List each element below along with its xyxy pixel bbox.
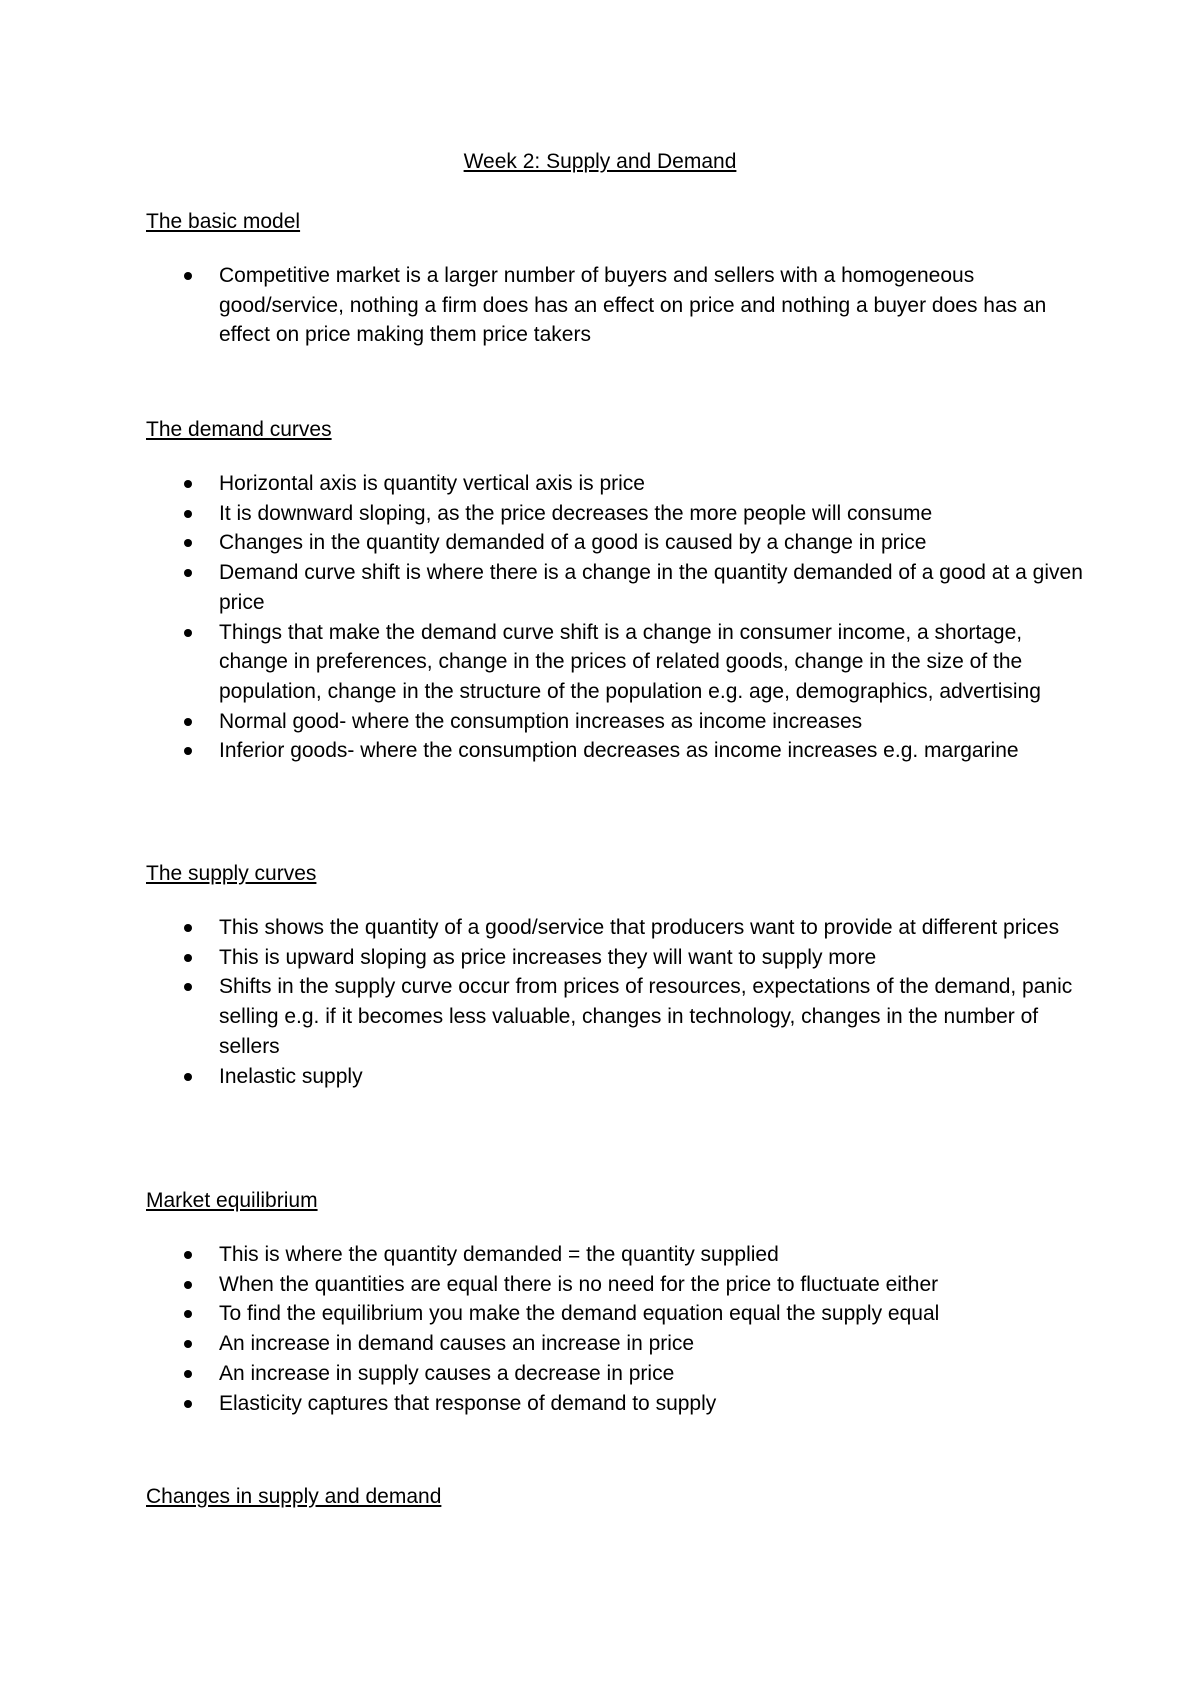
- bullet-icon: [184, 1400, 192, 1408]
- bullet-list: [146, 469, 1086, 766]
- section-heading: The supply curves: [146, 862, 317, 885]
- bullet-icon: [184, 718, 192, 726]
- bullet-text: Horizontal axis is quantity vertical axis is price: [219, 472, 645, 495]
- bullet-icon: [184, 1251, 192, 1259]
- bullet-icon: [184, 510, 192, 518]
- bullet-text: This is where the quantity demanded = the quantity supplied: [219, 1243, 779, 1266]
- page-title: Week 2: Supply and Demand: [463, 150, 737, 173]
- section-changes-supply-demand: [146, 1483, 1086, 1536]
- bullet-text: Things that make the demand curve shift is a change in consumer income, a shortage, change in preferences, change in the prices of related goods, change in the size of the population, change in the structure of the population e.g. age, demographics, advertising: [219, 620, 1041, 703]
- bullet-icon: [184, 1310, 192, 1318]
- bullet-icon: [184, 924, 192, 932]
- bullet-item: [146, 1240, 1086, 1270]
- bullet-item: [146, 469, 1086, 499]
- bullet-item: [146, 1062, 1086, 1092]
- bullet-text: Competitive market is a larger number of buyers and sellers with a homogeneous good/service, nothing a firm does has an effect on price and nothing a buyer does has an effect on price making them price takers: [219, 264, 1047, 347]
- bullet-item: [146, 618, 1086, 707]
- bullet-item: [146, 1359, 1086, 1389]
- bullet-item: [146, 943, 1086, 973]
- bullet-item: [146, 1389, 1086, 1419]
- bullet-item: [146, 1299, 1086, 1329]
- bullet-text: This shows the quantity of a good/service that producers want to provide at different prices: [219, 916, 1060, 939]
- section-market-equilibrium: [146, 1187, 1086, 1418]
- bullet-icon: [184, 1340, 192, 1348]
- bullet-item: [146, 528, 1086, 558]
- section-heading: Changes in supply and demand: [146, 1485, 442, 1508]
- bullet-item: [146, 913, 1086, 943]
- bullet-text: It is downward sloping, as the price decreases the more people will consume: [219, 501, 933, 525]
- bullet-item: [146, 736, 1086, 766]
- bullet-item: [146, 707, 1086, 737]
- bullet-text: Inelastic supply: [219, 1064, 363, 1088]
- bullet-item: [146, 261, 1086, 350]
- bullet-text: Normal good- where the consumption increases as income increases: [219, 709, 863, 733]
- bullet-icon: [184, 1073, 192, 1081]
- bullet-text: An increase in supply causes a decrease in price: [219, 1361, 675, 1385]
- section-demand-curves: [146, 416, 1086, 766]
- section-heading: The demand curves: [146, 418, 332, 441]
- bullet-list: [146, 913, 1086, 1091]
- bullet-item: [146, 1329, 1086, 1359]
- bullet-text: When the quantities are equal there is no need for the price to fluctuate either: [219, 1272, 939, 1296]
- section-heading: The basic model: [146, 210, 301, 233]
- bullet-item: [146, 558, 1086, 617]
- bullet-list: [146, 1240, 1086, 1418]
- bullet-text: Demand curve shift is where there is a change in the quantity demanded of a good at a given price: [219, 561, 1083, 614]
- section-basic-model: [146, 208, 1086, 350]
- bullet-text: To find the equilibrium you make the demand equation equal the supply equal: [219, 1302, 940, 1326]
- bullet-icon: [184, 272, 192, 280]
- bullet-icon: [184, 747, 192, 755]
- bullet-text: Elasticity captures that response of demand to supply: [219, 1391, 717, 1415]
- bullet-icon: [184, 480, 192, 488]
- bullet-icon: [184, 629, 192, 637]
- bullet-item: [146, 499, 1086, 529]
- section-heading: Market equilibrium: [146, 1189, 318, 1212]
- bullet-text: Shifts in the supply curve occur from prices of resources, expectations of the demand, panic selling e.g. if it becomes less valuable, changes in technology, changes in the number of sellers: [219, 975, 1073, 1058]
- bullet-item: [146, 972, 1086, 1061]
- bullet-text: This is upward sloping as price increases they will want to supply more: [219, 945, 877, 969]
- bullet-icon: [184, 983, 192, 991]
- bullet-icon: [184, 539, 192, 547]
- section-supply-curves: [146, 860, 1086, 1091]
- bullet-text: Changes in the quantity demanded of a good is caused by a change in price: [219, 531, 927, 555]
- bullet-icon: [184, 1370, 192, 1378]
- bullet-text: An increase in demand causes an increase in price: [219, 1332, 695, 1356]
- bullet-icon: [184, 954, 192, 962]
- bullet-icon: [184, 1281, 192, 1289]
- bullet-text: Inferior goods- where the consumption decreases as income increases e.g. margarine: [219, 739, 1019, 763]
- bullet-item: [146, 1270, 1086, 1300]
- bullet-icon: [184, 569, 192, 577]
- bullet-list: [146, 261, 1086, 350]
